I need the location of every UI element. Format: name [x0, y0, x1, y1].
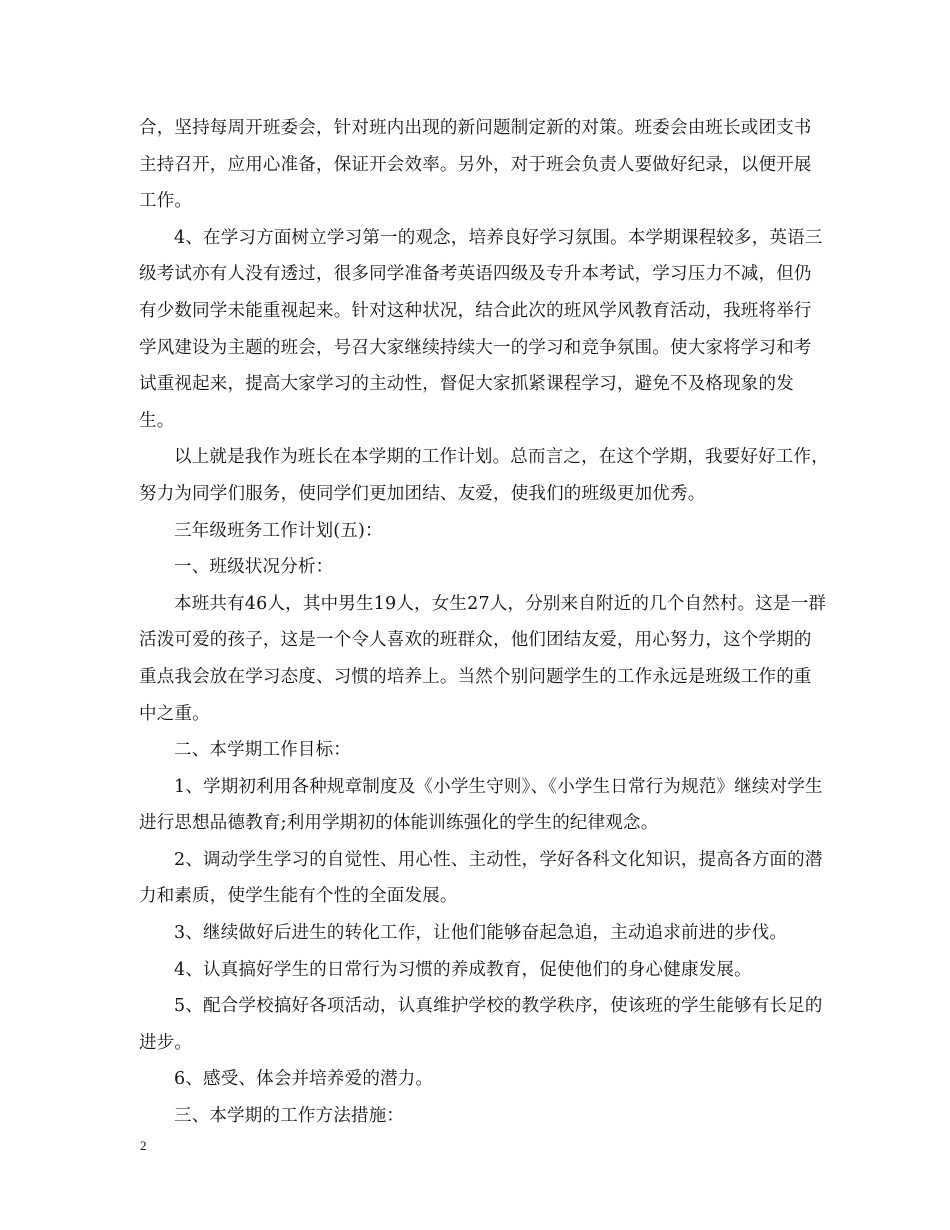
document-body	[139, 110, 829, 1135]
heading-methods: 三、本学期的工作方法措施：	[174, 1106, 405, 1127]
page-number: 2	[140, 1138, 147, 1153]
paragraph-1: 合，坚持每周开班委会，针对班内出现的新问题制定新的对策。班委会由班长或团支书主持召开，应用心准备，保证开会效率。另外，对于班会负责人要做好纪录，以便开展工作。	[139, 118, 812, 212]
paragraph-2: 4、在学习方面树立学习第一的观念，培养良好学习氛围。本学期课程较多，英语三级考试亦有人没有透过，很多同学准备考英语四级及专升本考试，学习压力不减，但仍有少数同学未能重视起来。针对这种状况，结合此次的班风学风教育活动，我班将举行学风建设为主题的班会，号召大家继续持续大一的学习和竞争氛围。使大家将学习和考试重视起来，提高大家学习的主动性，督促大家抓紧课程学习，避免不及格现象的发生。	[139, 227, 823, 431]
section-title: 三年级班务工作计划(五)：	[174, 520, 383, 541]
goal-item-4: 4、认真搞好学生的日常行为习惯的养成教育，促使他们的身心健康发展。	[174, 959, 752, 980]
goal-item-3: 3、继续做好后进生的转化工作，让他们能够奋起急追，主动追求前进的步伐。	[174, 923, 788, 944]
goal-item-2: 2、调动学生学习的自觉性、用心性、主动性，学好各科文化知识，提高各方面的潜力和素质，使学生能有个性的全面发展。	[139, 849, 823, 907]
paragraph-class-analysis: 本班共有46人，其中男生19人，女生27人，分别来自附近的几个自然村。这是一群活泼可爱的孩子，这是一个令人喜欢的班群众，他们团结友爱，用心努力，这个学期的重点我会放在学习态度、习惯的培养上。当然个别问题学生的工作永远是班级工作的重中之重。	[139, 593, 827, 724]
paragraph-3: 以上就是我作为班长在本学期的工作计划。总而言之，在这个学期，我要好好工作，努力为同学们服务，使同学们更加团结、友爱，使我们的班级更加优秀。	[139, 447, 829, 504]
heading-goals: 二、本学期工作目标：	[174, 740, 351, 761]
goal-item-6: 6、感受、体会并培养爱的潜力。	[174, 1069, 434, 1090]
goal-item-5: 5、配合学校搞好各项活动，认真维护学校的教学秩序，使该班的学生能够有长足的进步。	[139, 996, 823, 1053]
heading-class-analysis: 一、班级状况分析：	[174, 557, 334, 578]
goal-item-1: 1、学期初利用各种规章制度及《小学生守则》、《小学生日常行为规范》继续对学生进行思想品德教育;利用学期初的体能训练强化的学生的纪律观念。	[139, 776, 823, 834]
